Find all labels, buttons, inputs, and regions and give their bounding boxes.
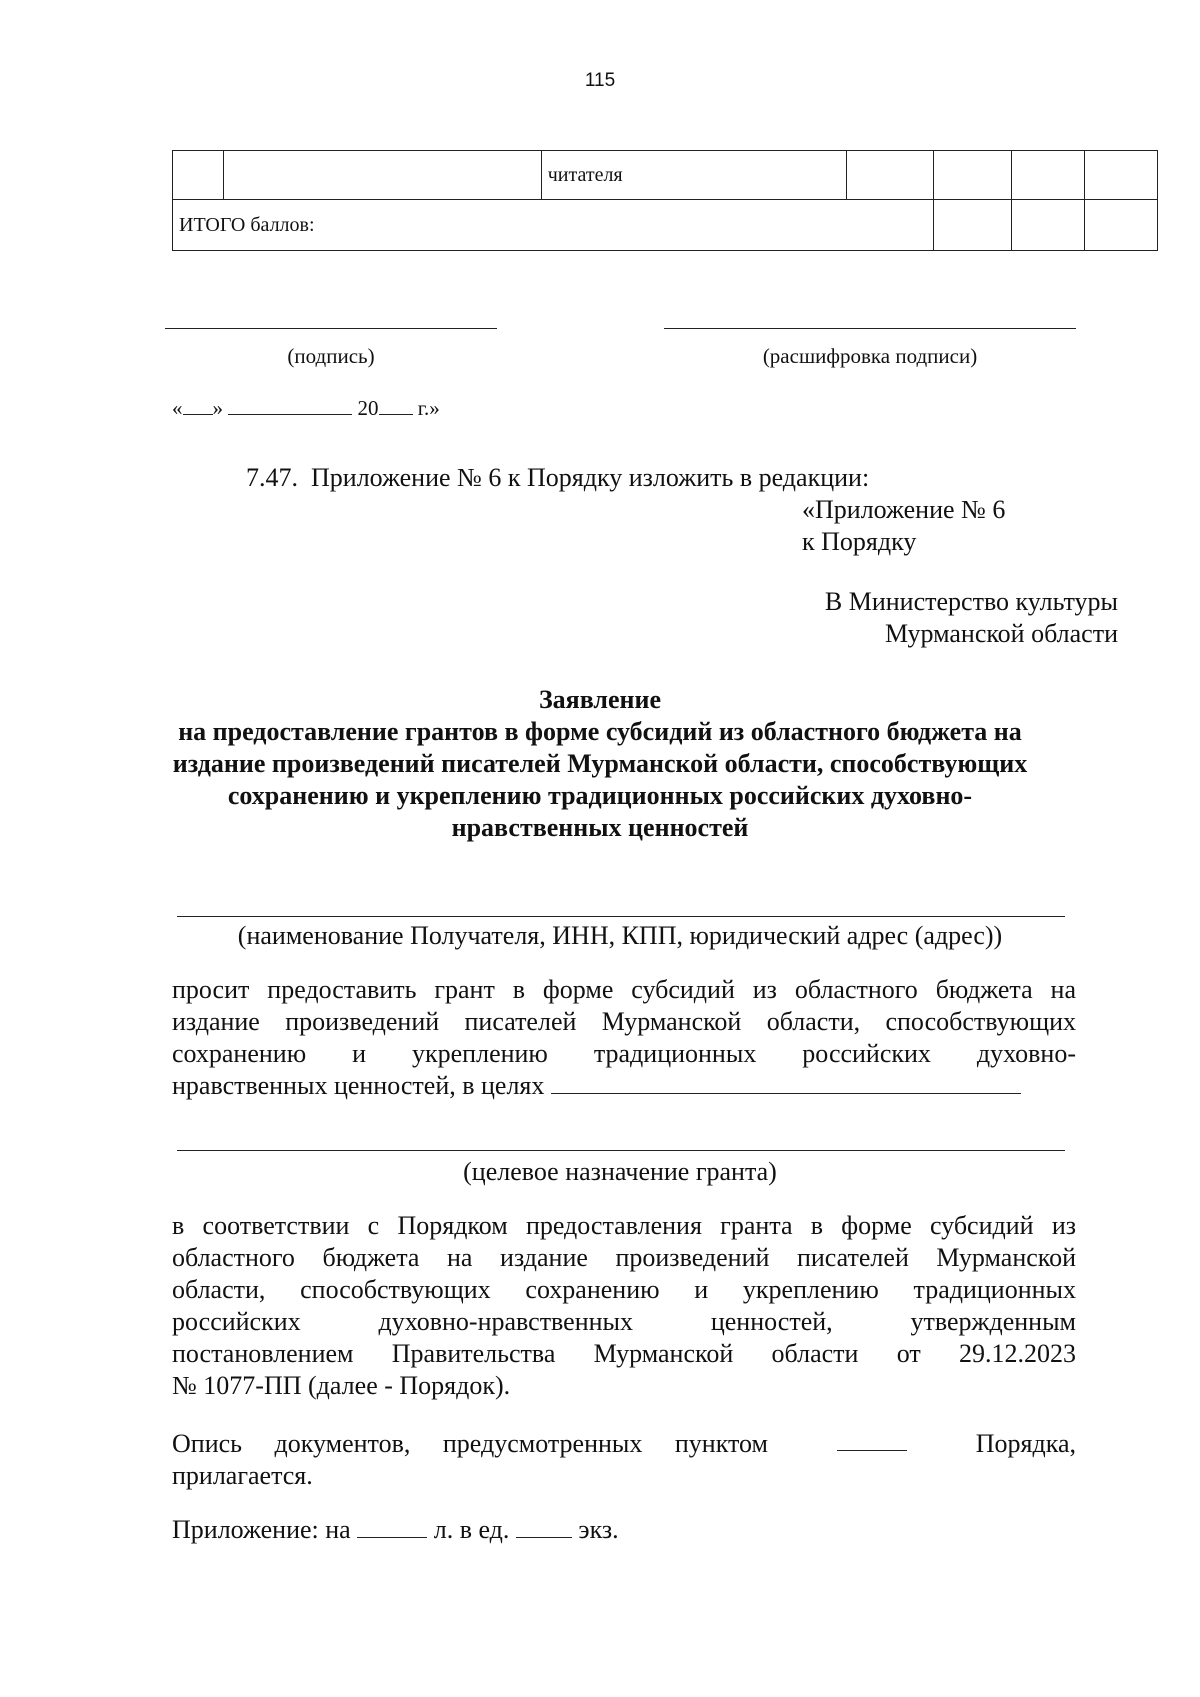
accordance-line-3: области, способствующих сохранению и укреплению традиционных bbox=[172, 1275, 1076, 1304]
signature-decoding-caption: (расшифровка подписи) bbox=[762, 344, 978, 368]
year-suffix: г.» bbox=[417, 396, 440, 420]
addressee-line-1: В Министерство культуры bbox=[824, 587, 1118, 616]
day-blank bbox=[183, 392, 213, 415]
accordance-line-2: областного бюджета на издание произведений писателей Мурманской bbox=[172, 1243, 1076, 1272]
copies-blank bbox=[516, 1515, 572, 1538]
amendment-line: 7.47. Приложение № 6 к Порядку изложить в редакции: bbox=[246, 463, 870, 492]
total-label: ИТОГО баллов: bbox=[173, 200, 934, 251]
accordance-line-6: № 1077-ПП (далее - Порядок). bbox=[172, 1371, 511, 1400]
date-open-quote: « bbox=[172, 396, 183, 420]
signature-line bbox=[165, 328, 497, 329]
date-line bbox=[172, 392, 440, 421]
request-paragraph bbox=[172, 974, 1076, 1102]
request-line-4 bbox=[172, 1070, 1076, 1102]
title-heading: Заявление bbox=[538, 685, 662, 714]
accordance-paragraph bbox=[172, 1210, 1076, 1402]
accordance-line-5: постановлением Правительства Мурманской области от 29.12.2023 bbox=[172, 1339, 1076, 1368]
request-line-1: просит предоставить грант в форме субсидий из областного бюджета на bbox=[172, 975, 1076, 1004]
table-cell bbox=[933, 151, 1012, 200]
accordance-line-1: в соответствии с Порядком предоставления гранта в форме субсидий из bbox=[172, 1211, 1076, 1240]
purpose-blank bbox=[551, 1071, 1021, 1094]
recipient-fill-line bbox=[177, 916, 1065, 917]
table-cell bbox=[846, 151, 933, 200]
table-cell bbox=[1085, 151, 1158, 200]
attachment-mid: л. в ед. bbox=[433, 1515, 510, 1544]
request-line-4-text: нравственных ценностей, в целях bbox=[172, 1071, 545, 1100]
date-close-quote: » bbox=[212, 396, 223, 420]
title-line-3: сохранению и укреплению традиционных российских духовно- bbox=[227, 781, 973, 810]
recipient-caption: (наименование Получателя, ИНН, КПП, юридический адрес (адрес)) bbox=[237, 921, 1003, 950]
title-line-1: на предоставление грантов в форме субсидий из областного бюджета на bbox=[178, 717, 1022, 746]
page-number: 115 bbox=[584, 70, 616, 91]
inventory-line-2: прилагается. bbox=[172, 1461, 313, 1490]
table-cell bbox=[1012, 151, 1085, 200]
inventory-end: Порядка, bbox=[975, 1429, 1076, 1458]
purpose-caption: (целевое назначение гранта) bbox=[463, 1157, 777, 1186]
title-line-2: издание произведений писателей Мурманской области, способствующих bbox=[172, 749, 1028, 778]
month-blank bbox=[228, 392, 352, 415]
year-blank bbox=[379, 392, 413, 415]
signature-caption: (подпись) bbox=[287, 344, 375, 368]
table-row bbox=[173, 151, 1158, 200]
appendix-line-1: «Приложение № 6 bbox=[802, 495, 1006, 524]
table-cell bbox=[223, 151, 541, 200]
signature-decoding-line bbox=[664, 328, 1076, 329]
application-title bbox=[150, 684, 1050, 844]
appendix-line-2: к Порядку bbox=[802, 527, 917, 556]
request-line-2: издание произведений писателей Мурманской области, способствующих bbox=[172, 1007, 1076, 1036]
inventory-line-1 bbox=[172, 1428, 1076, 1460]
attachment-suffix: экз. bbox=[578, 1515, 619, 1544]
inventory-paragraph bbox=[172, 1428, 1076, 1492]
score-table bbox=[172, 150, 1158, 251]
table-cell bbox=[173, 151, 224, 200]
attachment-line bbox=[172, 1514, 619, 1546]
table-cell bbox=[1085, 200, 1158, 251]
clause-blank bbox=[837, 1428, 907, 1451]
inventory-text: Опись документов, предусмотренных пунктом bbox=[172, 1429, 768, 1458]
table-cell-reader: читателя bbox=[541, 151, 846, 200]
attachment-prefix: Приложение: на bbox=[172, 1515, 351, 1544]
table-row-total bbox=[173, 200, 1158, 251]
table-cell bbox=[1012, 200, 1085, 251]
sheets-blank bbox=[357, 1515, 427, 1538]
table-cell bbox=[933, 200, 1012, 251]
addressee-line-2: Мурманской области bbox=[885, 619, 1118, 648]
request-line-3: сохранению и укреплению традиционных российских духовно- bbox=[172, 1039, 1076, 1068]
accordance-line-4: российских духовно-нравственных ценностей, утвержденным bbox=[172, 1307, 1076, 1336]
year-prefix: 20 bbox=[357, 396, 379, 420]
purpose-fill-line bbox=[177, 1150, 1065, 1151]
title-line-4: нравственных ценностей bbox=[451, 813, 749, 842]
